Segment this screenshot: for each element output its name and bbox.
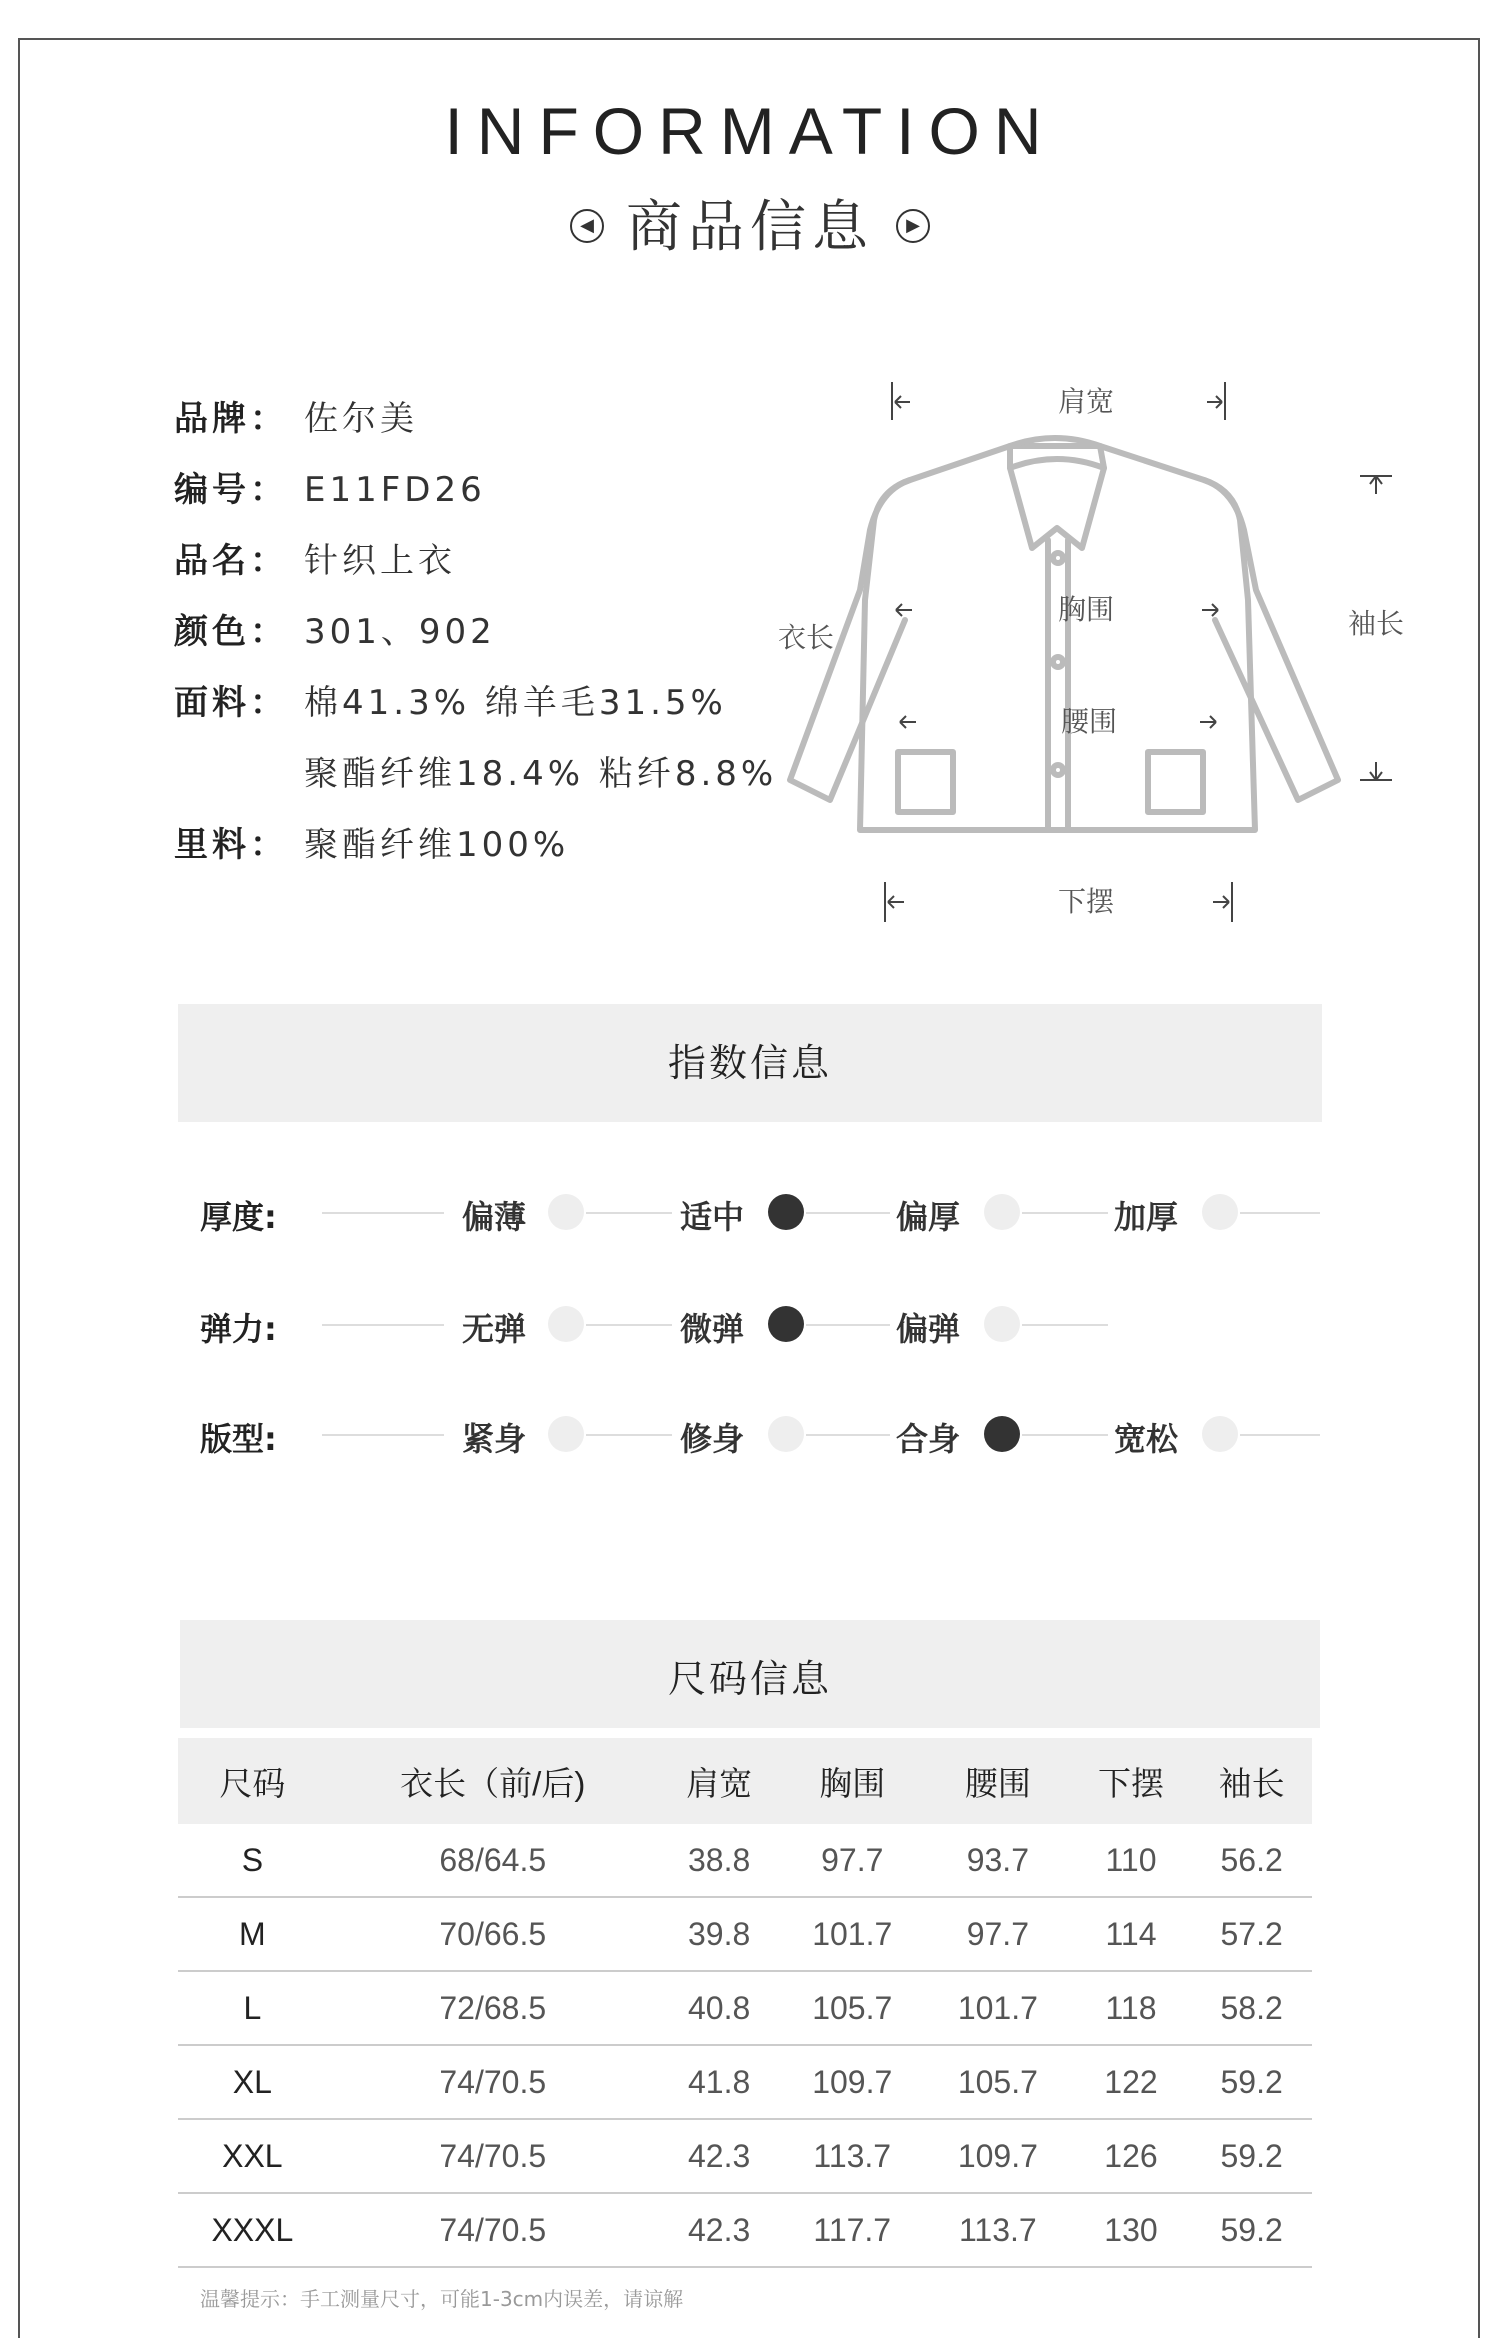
divider	[322, 1212, 444, 1214]
index-option: 宽松	[1114, 1420, 1179, 1458]
size-section-title: 尺码信息	[180, 1620, 1320, 1728]
index-option: 合身	[896, 1420, 961, 1458]
table-row	[178, 1824, 1312, 1897]
divider	[322, 1434, 444, 1436]
table-cell: L	[178, 1971, 327, 2045]
spec-value: 佐尔美	[304, 399, 418, 439]
table-cell: 101.7	[779, 1897, 925, 1971]
divider	[806, 1212, 890, 1214]
table-cell: 130	[1071, 2193, 1192, 2267]
spec-value: 聚酯纤维100%	[304, 825, 570, 865]
divider	[322, 1324, 444, 1326]
column-header: 袖长	[1191, 1738, 1312, 1824]
index-row-fit	[0, 1404, 1500, 1464]
subtitle-text: 商品信息	[626, 195, 874, 260]
page-title: INFORMATION	[444, 94, 1056, 168]
spec-key: 品牌：	[174, 399, 288, 439]
index-dot	[984, 1306, 1020, 1342]
spec-value: E11FD26	[304, 470, 486, 510]
table-cell: 40.8	[659, 1971, 780, 2045]
divider	[1240, 1212, 1320, 1214]
index-option: 偏弹	[896, 1310, 961, 1348]
page-subtitle	[0, 195, 1500, 260]
index-row-thickness	[0, 1182, 1500, 1242]
table-cell: M	[178, 1897, 327, 1971]
table-cell: 68/64.5	[327, 1824, 659, 1897]
table-cell: 93.7	[925, 1824, 1071, 1897]
spec-list	[174, 394, 777, 891]
table-cell: 56.2	[1191, 1824, 1312, 1897]
table-cell: S	[178, 1824, 327, 1897]
spec-row-brand	[174, 394, 777, 465]
size-table-header	[178, 1738, 1312, 1824]
table-cell: XL	[178, 2045, 327, 2119]
hem-label: 下摆	[1058, 885, 1115, 918]
chest-label: 胸围	[1058, 593, 1115, 626]
index-dot-selected	[768, 1194, 804, 1230]
length-label: 衣长	[778, 621, 835, 654]
index-dot	[548, 1194, 584, 1230]
table-cell: 114	[1071, 1897, 1192, 1971]
table-cell: XXXL	[178, 2193, 327, 2267]
index-dot	[1202, 1416, 1238, 1452]
index-dot	[548, 1306, 584, 1342]
table-cell: 70/66.5	[327, 1897, 659, 1971]
table-cell: 59.2	[1191, 2045, 1312, 2119]
table-cell: 109.7	[925, 2119, 1071, 2193]
spec-row-fabric-cont	[174, 749, 777, 820]
table-cell: 105.7	[779, 1971, 925, 2045]
table-cell: 110	[1071, 1824, 1192, 1897]
table-cell: 41.8	[659, 2045, 780, 2119]
table-cell: 113.7	[779, 2119, 925, 2193]
spec-key: 面料：	[174, 683, 288, 723]
jacket-outline-icon	[770, 370, 1440, 940]
index-dot	[768, 1416, 804, 1452]
index-label: 版型:	[200, 1420, 277, 1458]
spec-value: 聚酯纤维18.4% 粘纤8.8%	[304, 754, 778, 794]
column-header: 腰围	[925, 1738, 1071, 1824]
divider	[806, 1434, 890, 1436]
index-dot-selected	[984, 1416, 1020, 1452]
table-cell: 122	[1071, 2045, 1192, 2119]
table-cell: 38.8	[659, 1824, 780, 1897]
table-cell: 109.7	[779, 2045, 925, 2119]
table-cell: 39.8	[659, 1897, 780, 1971]
index-dot	[548, 1416, 584, 1452]
divider	[1022, 1324, 1108, 1326]
index-label: 弹力:	[200, 1310, 277, 1348]
table-row	[178, 2193, 1312, 2267]
spec-row-name	[174, 536, 777, 607]
index-option: 微弹	[680, 1310, 745, 1348]
table-cell: XXL	[178, 2119, 327, 2193]
spec-row-code	[174, 465, 777, 536]
size-table	[178, 1738, 1312, 2268]
index-label: 厚度:	[200, 1198, 277, 1236]
divider	[1022, 1212, 1108, 1214]
table-row	[178, 1971, 1312, 2045]
column-header: 下摆	[1071, 1738, 1192, 1824]
table-cell: 42.3	[659, 2193, 780, 2267]
table-cell: 74/70.5	[327, 2119, 659, 2193]
spec-value: 针织上衣	[304, 541, 456, 581]
table-row	[178, 2119, 1312, 2193]
table-cell: 59.2	[1191, 2119, 1312, 2193]
spec-row-lining	[174, 820, 777, 891]
index-option: 偏薄	[462, 1198, 527, 1236]
divider	[806, 1324, 890, 1326]
spec-key: 品名：	[174, 541, 288, 581]
spec-key: 里料：	[174, 825, 288, 865]
table-cell: 118	[1071, 1971, 1192, 2045]
shoulder-label: 肩宽	[1058, 385, 1115, 418]
spec-row-fabric	[174, 678, 777, 749]
sleeve-label: 袖长	[1348, 607, 1405, 640]
table-cell: 113.7	[925, 2193, 1071, 2267]
divider	[586, 1434, 672, 1436]
spec-value: 301、902	[304, 612, 496, 652]
table-cell: 74/70.5	[327, 2045, 659, 2119]
right-arrow-icon: ▶	[896, 209, 930, 243]
index-option: 紧身	[462, 1420, 527, 1458]
index-section-title: 指数信息	[178, 1004, 1322, 1122]
table-cell: 42.3	[659, 2119, 780, 2193]
spec-row-color	[174, 607, 777, 678]
column-header: 衣长（前/后)	[327, 1738, 659, 1824]
divider	[586, 1324, 672, 1326]
column-header: 肩宽	[659, 1738, 780, 1824]
table-cell: 105.7	[925, 2045, 1071, 2119]
table-cell: 59.2	[1191, 2193, 1312, 2267]
divider	[1022, 1434, 1108, 1436]
left-arrow-icon: ◀	[570, 209, 604, 243]
table-cell: 58.2	[1191, 1971, 1312, 2045]
divider	[1240, 1434, 1320, 1436]
column-header: 尺码	[178, 1738, 327, 1824]
divider	[586, 1212, 672, 1214]
table-row	[178, 1897, 1312, 1971]
index-dot	[984, 1194, 1020, 1230]
table-cell: 74/70.5	[327, 2193, 659, 2267]
index-option: 无弹	[462, 1310, 527, 1348]
index-row-elasticity	[0, 1294, 1500, 1354]
table-row	[178, 2045, 1312, 2119]
table-cell: 117.7	[779, 2193, 925, 2267]
waist-label: 腰围	[1061, 705, 1118, 738]
table-cell: 101.7	[925, 1971, 1071, 2045]
index-option: 适中	[680, 1198, 745, 1236]
index-option: 修身	[680, 1420, 745, 1458]
table-cell: 97.7	[925, 1897, 1071, 1971]
column-header: 胸围	[779, 1738, 925, 1824]
garment-diagram	[770, 370, 1440, 940]
index-option: 加厚	[1114, 1198, 1179, 1236]
index-dot	[1202, 1194, 1238, 1230]
measurement-note: 温馨提示：手工测量尺寸，可能1-3cm内误差，请谅解	[200, 2287, 684, 2311]
table-cell: 57.2	[1191, 1897, 1312, 1971]
table-cell: 72/68.5	[327, 1971, 659, 2045]
spec-key: 颜色：	[174, 612, 288, 652]
index-option: 偏厚	[896, 1198, 961, 1236]
table-cell: 97.7	[779, 1824, 925, 1897]
index-dot-selected	[768, 1306, 804, 1342]
table-cell: 126	[1071, 2119, 1192, 2193]
spec-key: 编号：	[174, 470, 288, 510]
spec-value: 棉41.3% 绵羊毛31.5%	[304, 683, 727, 723]
